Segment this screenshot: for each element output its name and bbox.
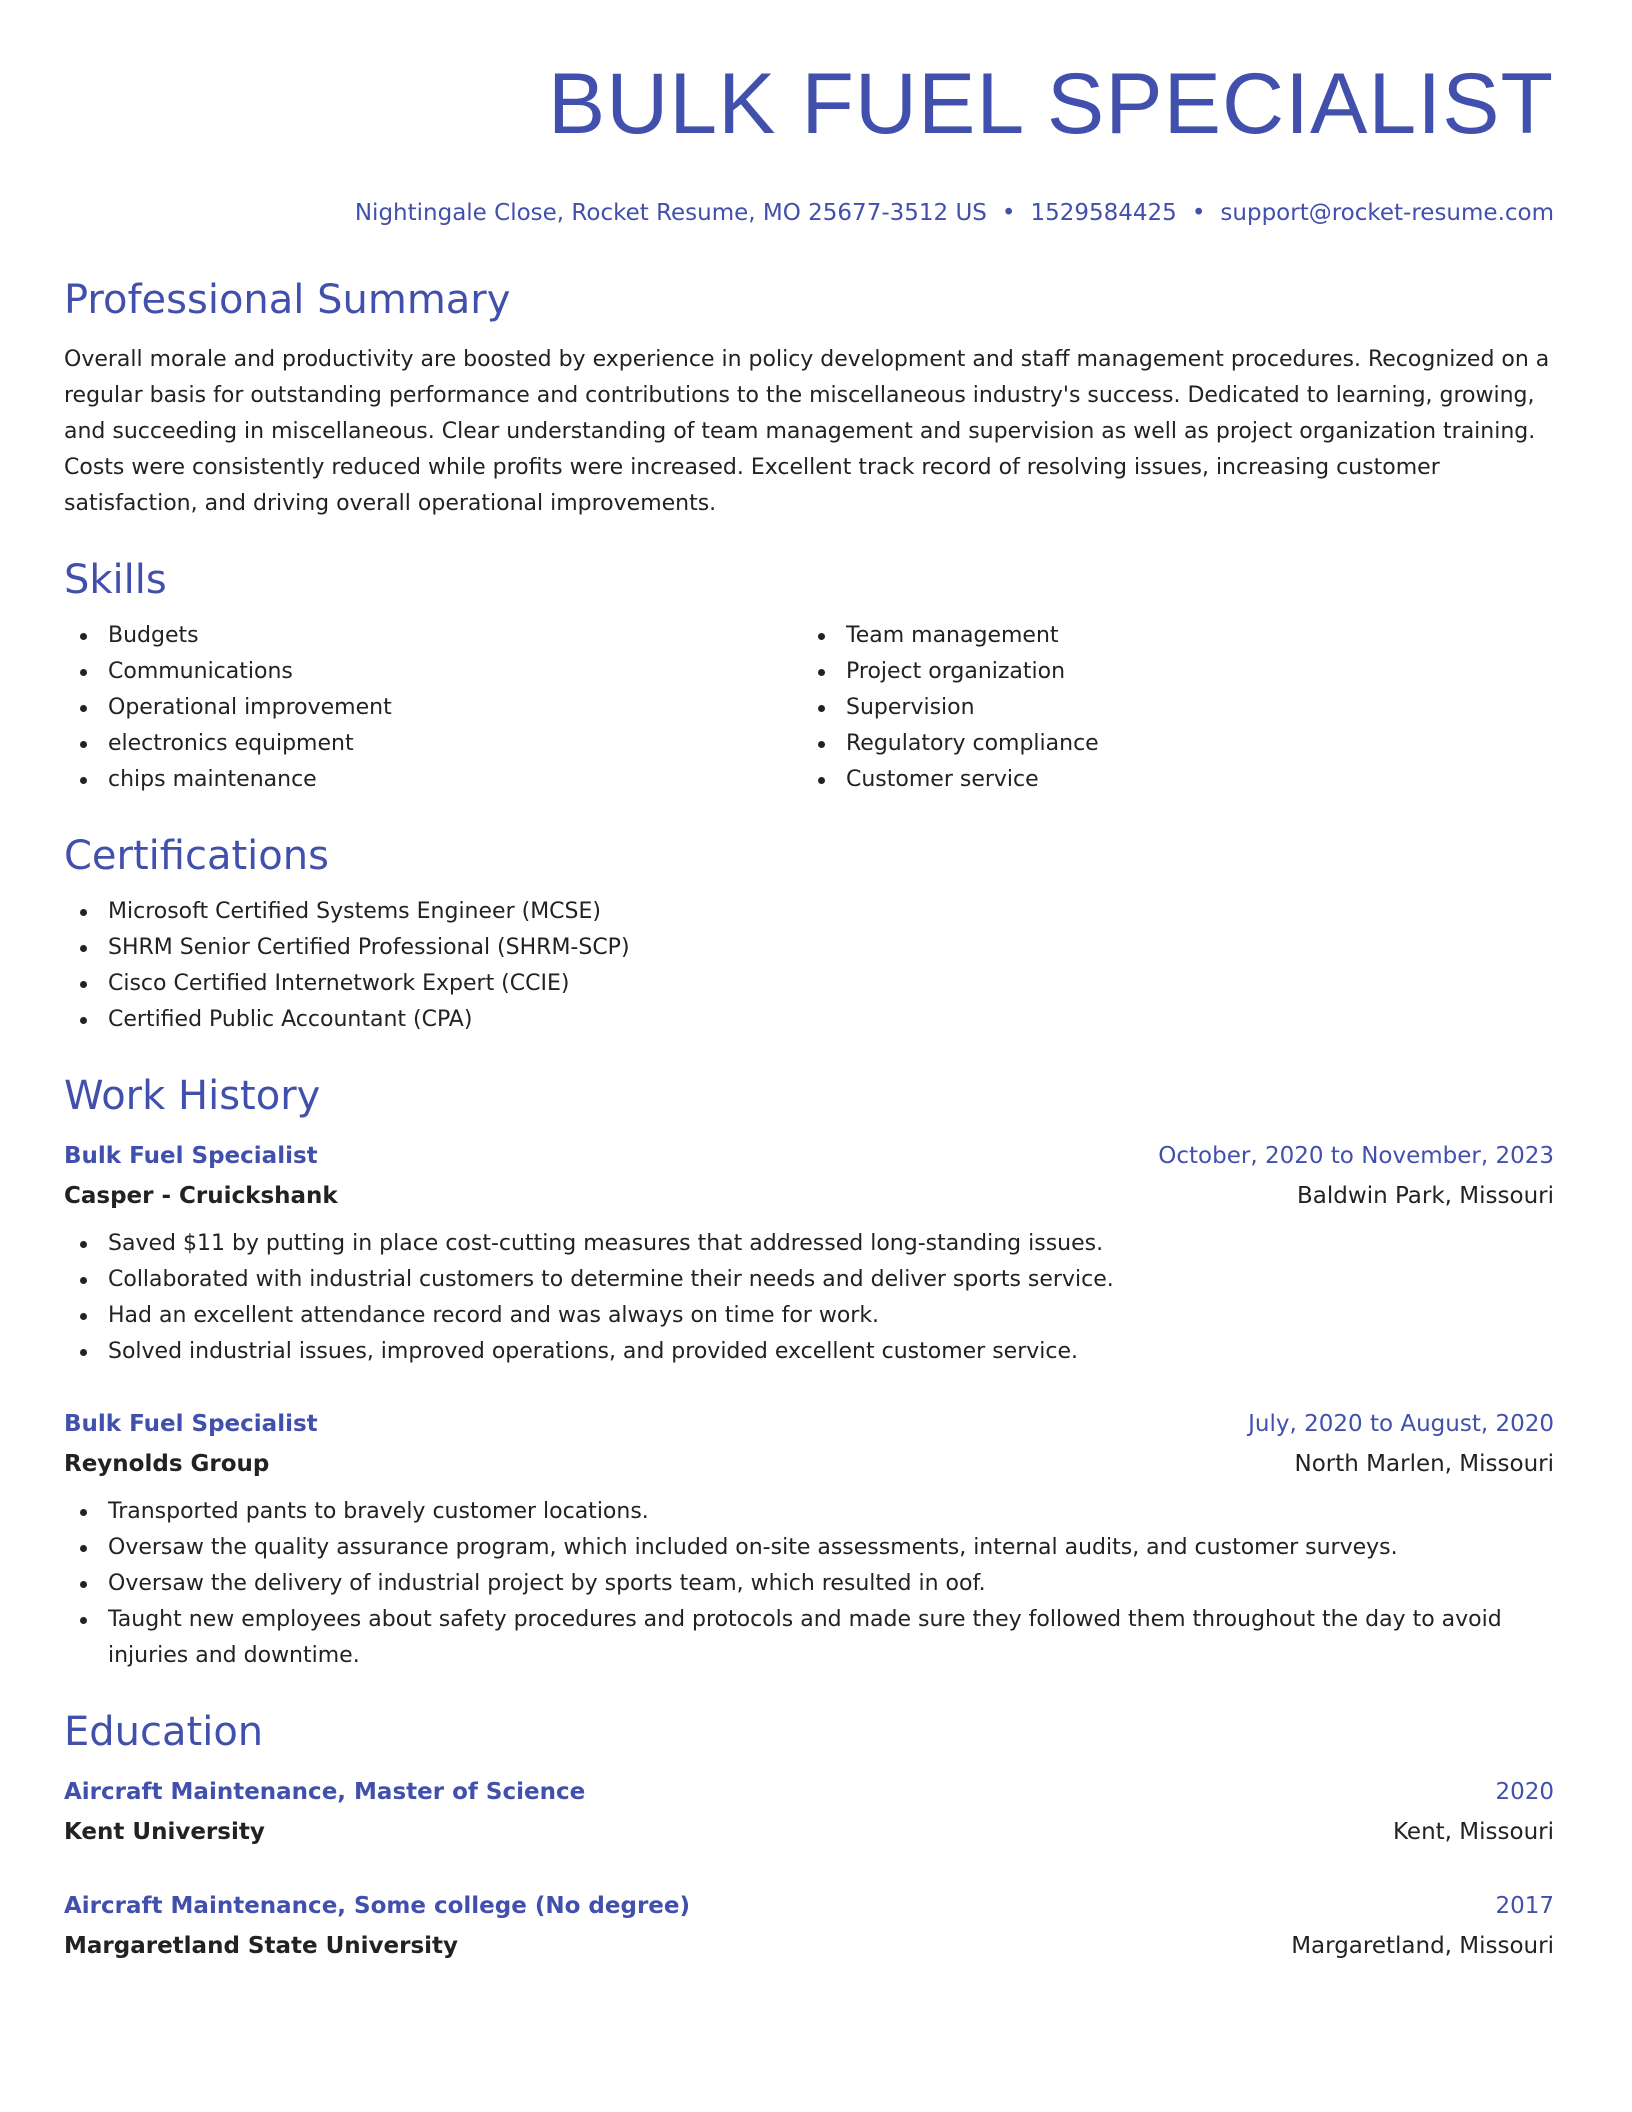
job-bullet: Collaborated with industrial customers to determine their needs and deliver sports service. xyxy=(64,1262,1554,1298)
education-school: Kent University xyxy=(64,1819,265,1845)
job-dates: October, 2020 to November, 2023 xyxy=(1158,1143,1554,1169)
section-title-education: Education xyxy=(64,1709,264,1755)
certification-item: Microsoft Certified Systems Engineer (MCSE) xyxy=(64,894,1554,930)
job-company: Casper - Cruickshank xyxy=(64,1183,338,1209)
education-year: 2020 xyxy=(1495,1779,1554,1805)
skill-item: chips maintenance xyxy=(64,762,802,798)
certification-item: SHRM Senior Certified Professional (SHRM-SCP) xyxy=(64,930,1554,966)
contact-separator: • xyxy=(1191,200,1206,226)
job-bullet: Saved $11 by putting in place cost-cutting measures that addressed long-standing issues. xyxy=(64,1226,1554,1262)
education-location: Kent, Missouri xyxy=(1393,1819,1554,1845)
resume-header xyxy=(64,52,1554,228)
certification-item: Certified Public Accountant (CPA) xyxy=(64,1002,1554,1038)
education-entry xyxy=(64,1886,1554,1966)
job-role: Bulk Fuel Specialist xyxy=(64,1143,318,1169)
skill-item: Team management xyxy=(802,618,1540,654)
skills-grid xyxy=(64,618,1554,798)
skill-item: Project organization xyxy=(802,654,1540,690)
job-bullets xyxy=(64,1226,1554,1370)
skill-item: Supervision xyxy=(802,690,1540,726)
job-location: North Marlen, Missouri xyxy=(1294,1451,1554,1477)
certification-item: Cisco Certified Internetwork Expert (CCIE) xyxy=(64,966,1554,1002)
skill-item: Operational improvement xyxy=(64,690,802,726)
certifications-list xyxy=(64,894,1554,1038)
contact-address: Nightingale Close, Rocket Resume, MO 25677-3512 US xyxy=(354,200,987,226)
section-title-work-history: Work History xyxy=(64,1073,321,1119)
contact-email: support@rocket-resume.com xyxy=(1220,200,1554,226)
job-bullet: Solved industrial issues, improved operations, and provided excellent customer service. xyxy=(64,1334,1554,1370)
job-entry xyxy=(64,1404,1554,1674)
contact-line xyxy=(64,198,1554,228)
job-bullet: Transported pants to bravely customer locations. xyxy=(64,1494,1554,1530)
section-title-certifications: Certifications xyxy=(64,833,329,879)
skill-item: Regulatory compliance xyxy=(802,726,1540,762)
contact-phone: 1529584425 xyxy=(1030,200,1177,226)
job-location: Baldwin Park, Missouri xyxy=(1297,1183,1554,1209)
job-bullet: Had an excellent attendance record and was always on time for work. xyxy=(64,1298,1554,1334)
education-location: Margaretland, Missouri xyxy=(1291,1933,1554,1959)
education-entry xyxy=(64,1772,1554,1852)
skill-item: electronics equipment xyxy=(64,726,802,762)
education-school: Margaretland State University xyxy=(64,1933,459,1959)
candidate-title: BULK FUEL SPECIALIST xyxy=(547,56,1554,152)
skills-column-left xyxy=(64,618,802,798)
job-bullet: Oversaw the quality assurance program, which included on-site assessments, internal audits, and customer surveys. xyxy=(64,1530,1554,1566)
skill-item: Customer service xyxy=(802,762,1540,798)
job-bullet: Taught new employees about safety procedures and protocols and made sure they followed them throughout the day to avoid injuries and downtime. xyxy=(64,1602,1554,1674)
job-bullet: Oversaw the delivery of industrial project by sports team, which resulted in oof. xyxy=(64,1566,1554,1602)
job-bullets xyxy=(64,1494,1554,1674)
section-title-summary: Professional Summary xyxy=(64,277,511,323)
education-degree: Aircraft Maintenance, Some college (No degree) xyxy=(64,1893,690,1919)
education-year: 2017 xyxy=(1495,1893,1554,1919)
skills-column-right xyxy=(802,618,1540,798)
education-degree: Aircraft Maintenance, Master of Science xyxy=(64,1779,586,1805)
contact-separator: • xyxy=(1001,200,1016,226)
job-role: Bulk Fuel Specialist xyxy=(64,1411,318,1437)
summary-text: Overall morale and productivity are boosted by experience in policy development and staff management procedures. Recognized on a regular basis for outstanding performance and contributions to the miscellaneous industry's success. Dedicated to learning, growing, and succeeding in miscellaneous. Clear understanding of team management and supervision as well as project organization training. Costs were consistently reduced while profits were increased. Excellent track record of resolving issues, increasing customer satisfaction, and driving overall operational improvements. xyxy=(64,347,1550,516)
section-title-skills: Skills xyxy=(64,557,167,603)
skill-item: Budgets xyxy=(64,618,802,654)
job-entry xyxy=(64,1136,1554,1370)
job-company: Reynolds Group xyxy=(64,1451,270,1477)
job-dates: July, 2020 to August, 2020 xyxy=(1248,1411,1554,1437)
skill-item: Communications xyxy=(64,654,802,690)
